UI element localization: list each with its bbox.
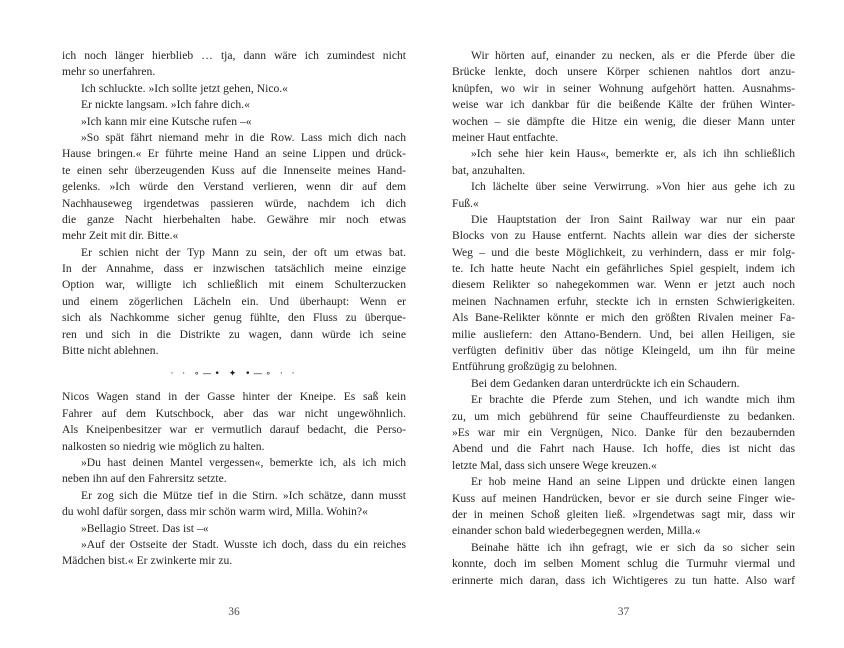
text-line: diesem Relikter so nahegekommen war. Wenn er jetzt auch noch — [452, 278, 795, 292]
text-line: Er nickte langsam. »Ich fahre dich.« — [81, 98, 250, 112]
text-line: »Ich kann mir eine Kutsche rufen –« — [81, 114, 252, 128]
text-line: »Es war mir ein Vergnügen, Nico. Danke für den bezaubernden — [452, 425, 795, 439]
page-number-right: 37 — [617, 606, 630, 618]
text-line: meinen Nachnamen erfuhr, steckte ich in ernsten Schwierigkeiten. — [452, 294, 795, 308]
text-line: »So spät fährt niemand mehr in die Row. Lass mich dich nach — [81, 130, 406, 144]
text-line: der in meinen Schoß gleiten ließ. »Irgendetwas sagt mir, dass wir — [452, 507, 795, 521]
text-line: milie ausliefern: den Attano-Bendern. Und, bei allen Heiligen, sie — [452, 327, 795, 341]
text-line: Bei dem Gedanken daran unterdrückte ich ein Schaudern. — [471, 376, 740, 390]
text-line: weise war ich dankbar für die beißende Kälte der frühen Winter- — [452, 98, 795, 112]
text-line: Hause bringen.« Er führte meine Hand an seine Lippen und drück- — [62, 147, 406, 161]
text-line: Nachhauseweg irgendetwas passieren würde, nachdem ich dich — [62, 196, 406, 210]
text-line: Option war, willigte ich schließlich mit einem Schulterzucken — [62, 278, 406, 292]
text-line: ich noch länger hierblieb … tja, dann wäre ich zumindest nicht — [62, 49, 406, 62]
text-line: wochen – sie dämpfte die Hitze ein wenig, die dieser Mann unter — [452, 114, 795, 128]
text-line: Er hob meine Hand an seine Lippen und drückte einen langen — [471, 475, 795, 489]
text-line: Abend und die Fahrt nach Hause. Ich hoffe, dies ist nicht das — [452, 442, 795, 456]
text-line: »Auf der Ostseite der Stadt. Wusste ich doch, dass du ein reiches — [81, 537, 406, 551]
text-line: letzte Mal, dass sich unsere Wege kreuzen.« — [452, 458, 657, 472]
text-line: Weg – und die beste Möglichkeit, zu verhindern, dass er mir folg- — [452, 245, 795, 259]
text-line: erinnerte mich daran, dass ich Wichtigeres zu tun hatte. Also warf — [452, 573, 795, 587]
text-line: die ganze Nacht hierbehalten habe. Gewähre mir noch etwas — [62, 212, 406, 226]
text-line: »Ich sehe hier kein Haus«, bemerkte er, als ich ihn schließlich — [471, 147, 795, 161]
text-line: Die Hauptstation der Iron Saint Railway war nur ein paar — [471, 212, 795, 226]
text-line: Kuss auf meinen Handrücken, bevor er sie durch seine Finger wie- — [452, 491, 795, 505]
page-right-text-column — [452, 48, 795, 589]
text-line: Blocks von zu Hause entfernt. Nachts allein war dies der sicherste — [452, 229, 795, 243]
text-line: Ich schluckte. »Ich sollte jetzt gehen, Nico.« — [81, 81, 288, 95]
text-line: verfügten definitiv über das nötige Kleingeld, um ihn für meine — [452, 344, 795, 358]
section-divider-ornament: · · ∘—• ✦ •—∘ · · — [170, 369, 298, 380]
text-line: mehr Zeit mit dir. Bitte.« — [62, 229, 179, 243]
text-line: Er zog sich die Mütze tief in die Stirn. »Ich schätze, dann musst — [81, 488, 406, 502]
text-line: Fahrer auf dem Kutschbock, aber das war nicht ungewöhnlich. — [62, 406, 406, 420]
text-line: konnte, doch im selben Moment schlug die Turmuhr viermal und — [452, 557, 795, 571]
text-line: mehr so unerfahren. — [62, 65, 156, 79]
text-line: einander schon bald wiederbegegnen werden, Milla.« — [452, 524, 701, 538]
text-line: In der Annahme, dass er inzwischen tatsächlich meine einzige — [62, 262, 406, 276]
text-line: Er brachte die Pferde zum Stehen, und ich wandte mich ihm — [471, 393, 795, 407]
text-line: knüpfen, wo wir in seiner Wohnung aufgehört hatten. Ausnahms- — [452, 81, 795, 95]
text-line: und einem zögerlichen Lächeln ein. Und überhaupt: Wenn er — [62, 294, 406, 308]
text-line: bat, anzuhalten. — [452, 163, 526, 177]
text-line: »Bellagio Street. Das ist –« — [81, 521, 209, 535]
page-left-text-column — [62, 48, 406, 570]
page-number-left: 36 — [228, 606, 240, 618]
text-line: Bitte nicht ablehnen. — [62, 344, 159, 358]
text-line: du wohl dafür sorgen, dass mir schön warm wird, Milla. Wohin?« — [62, 505, 368, 519]
text-line: zu, um mich gebührend für seine Chauffeurdienste zu bedanken. — [452, 409, 795, 423]
text-line: te einen sehr überzeugenden Kuss auf die Innenseite meines Hand- — [62, 163, 406, 177]
text-line: Fuß.« — [452, 196, 479, 210]
text-line: Brücke lenkte, doch unsere Körper schienen nahtlos dort anzu- — [452, 65, 795, 79]
text-line: Er schien nicht der Typ Mann zu sein, der oft um etwas bat. — [81, 245, 406, 259]
text-line: Nicos Wagen stand in der Gasse hinter der Kneipe. Es saß kein — [62, 390, 406, 404]
text-line: sich als Nachkomme sicher genug fühlte, den Fluss zu überque- — [62, 311, 406, 325]
text-line: Entführung großzügig zu belohnen. — [452, 360, 618, 374]
text-line: meiner Haut entfachte. — [452, 130, 559, 144]
text-line: Ich lächelte über seine Verwirrung. »Von hier aus gehe ich zu — [471, 180, 795, 194]
text-line: nalkosten so niedrig wie möglich zu halten. — [62, 439, 265, 453]
text-line: te. Ich hatte heute Nacht ein gefährliches Spiel gespielt, indem ich — [452, 262, 795, 276]
text-line: neben ihn auf den Fahrersitz setzte. — [62, 472, 227, 486]
text-line: Als Bane-Relikter könnte er mich den größten Rivalen meiner Fa- — [452, 311, 795, 325]
text-line: Wir hörten auf, einander zu necken, als er die Pferde über die — [471, 49, 795, 62]
text-line: ren und sich in die Distrikte zu wagen, dann würde ich seine — [62, 327, 406, 341]
text-line: gelenks. »Ich würde den Verstand verlieren, wenn dir auf dem — [62, 180, 406, 194]
text-line: Beinahe hätte ich ihn gefragt, wie er sich da so sicher sein — [471, 540, 795, 554]
text-line: Mädchen bist.« Er zwinkerte mir zu. — [62, 554, 233, 568]
text-line: Als Kneipenbesitzer war er vermutlich darauf bedacht, die Perso- — [62, 423, 406, 437]
text-line: »Du hast deinen Mantel vergessen«, bemerkte ich, als ich mich — [81, 455, 406, 469]
